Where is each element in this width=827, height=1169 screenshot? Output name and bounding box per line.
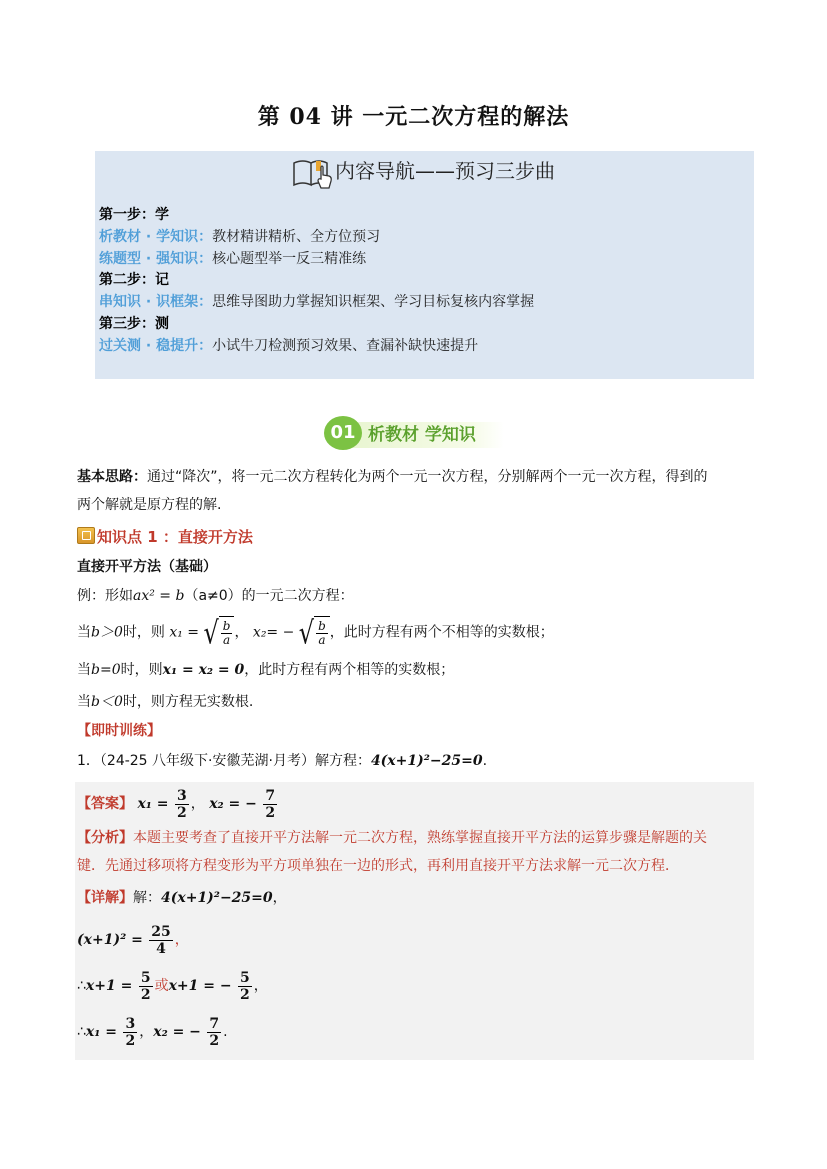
sqrt-b-over-a: √ $\frac{b}{a}$ [203, 616, 234, 649]
answer-frac-2-den: 2 [265, 804, 276, 821]
knowledge-point-heading [77, 524, 253, 551]
question-1-equation: 4(x+1)²−25=0 [370, 753, 483, 769]
nav-item-2-desc: 核心题型举一反三精准练 [212, 251, 367, 267]
nav-item-3 [99, 292, 534, 312]
detail-eq4b-num: 7 [209, 1015, 220, 1032]
analysis-text-1: 本题主要考查了直接开平方法解一元二次方程，熟练掌握直接开平方法的运算步骤是解题的关 [133, 830, 707, 846]
analysis-line-1 [77, 824, 707, 852]
case-b-negative [77, 689, 253, 715]
detail-eq1: 4(x+1)²−25=0 [161, 890, 273, 906]
detail-eq3a-den: 2 [140, 986, 151, 1003]
answer-frac-1-den: 2 [177, 804, 187, 821]
step-3: 第三步：测 [99, 316, 169, 332]
case3-pre: 当 [77, 694, 91, 710]
notebook-icon [77, 527, 95, 544]
answer-frac-1 [175, 788, 189, 821]
case1-condition: b＞0 [91, 624, 123, 641]
detail-eq3b-den: 2 [240, 986, 250, 1003]
detail-eq3b: x+1 = − [168, 978, 232, 994]
sub-heading: 直接开平方法（基础） [77, 559, 217, 575]
answer-line [77, 784, 279, 824]
detail-eq2: (x+1)² = [77, 932, 143, 948]
detail-line-2 [77, 920, 189, 960]
answer-comma: ， [190, 796, 205, 812]
case2-equation: x₁ = x₂ = 0 [162, 662, 245, 678]
nav-item-1-label: 析教材 · 学知识： [99, 229, 213, 245]
book-hand-icon [291, 157, 335, 189]
detail-line-1 [77, 884, 287, 912]
detail-eq3b-frac [238, 970, 252, 1003]
answer-label: 【答案】 [77, 796, 133, 812]
step-2: 第二步：记 [99, 272, 169, 288]
detail-eq4a-num: 3 [125, 1015, 136, 1032]
case1-pre: 当 [77, 624, 91, 641]
case2-suffix: ，此时方程有两个相等的实数根； [244, 662, 455, 678]
nav-item-4-desc: 小试牛刀检测预习效果、查漏补缺快速提升 [212, 338, 479, 354]
detail-line-4 [77, 1012, 228, 1052]
case2-condition: b=0 [91, 662, 121, 678]
detail-eq3a: x+1 = [85, 978, 133, 994]
detail-line-3 [77, 966, 268, 1006]
case1-suffix: ，此时方程有两个不相等的实数根； [329, 624, 554, 641]
question-1-end: . [482, 753, 488, 769]
answer-x2: x₂ = − [209, 796, 257, 812]
example-condition: （a≠0） [184, 588, 242, 604]
page-title: 第 04 讲 一元二次方程的解法 [257, 104, 570, 130]
detail-eq4b-frac [207, 1016, 221, 1049]
nav-item-2 [99, 249, 366, 269]
analysis-line-2: 键．先通过移项将方程变形为平方项单独在一边的形式，再利用直接开平方法求解一元二次方程． [77, 858, 679, 874]
nav-header [95, 151, 754, 191]
detail-eq4b: x₂ = − [153, 1024, 201, 1040]
content-navigation-box [95, 151, 754, 379]
detail-eq2-den: 4 [156, 940, 166, 957]
example-equation: ax² = b [133, 588, 185, 604]
frac-numerator: b [222, 618, 231, 633]
x2-label: x₂= − [252, 624, 295, 641]
case-b-positive: 当b＞0时，则 x₁ = √ $\frac{b}{a}$ ， x₂= − √ $\frac{b}{a}$ ，此时方程有两个不相等的实数根； [77, 614, 554, 651]
detail-eq2-end: ， [174, 932, 189, 948]
knowledge-point-label: 知识点 1 ：直接开方法 [97, 528, 253, 546]
answer-frac-2 [263, 788, 277, 821]
answer-x1: x₁ = [137, 796, 169, 812]
detail-or: 或 [154, 978, 169, 994]
detail-eq2-num: 25 [151, 923, 171, 940]
nav-item-3-label: 串知识 · 识框架： [99, 294, 213, 310]
case2-mid: 时，则 [120, 662, 163, 678]
case-b-zero [77, 657, 454, 683]
frac-numerator: b [318, 618, 326, 633]
detail-eq3-end: ， [253, 978, 268, 994]
detail-eq4-sep: ， [139, 1024, 154, 1040]
therefore-symbol-2: ∴ [77, 1024, 86, 1040]
answer-frac-1-num: 3 [177, 787, 187, 804]
question-1-text: 1．（24-25 八年级下·安徽芜湖·月考）解方程： [77, 753, 371, 769]
answer-frac-2-num: 7 [265, 787, 276, 804]
therefore-symbol: ∴ [77, 978, 86, 994]
nav-title: 内容导航——预习三步曲 [335, 159, 555, 183]
case3-condition: b＜0 [91, 694, 123, 710]
case1-mid: 时，则 [122, 624, 165, 641]
frac-denominator: a [318, 632, 326, 647]
practice-label: 【即时训练】 [77, 723, 161, 739]
basic-idea-line-2: 两个解就是原方程的解. [77, 497, 222, 513]
section-banner [320, 414, 506, 452]
detail-eq1-end: ， [272, 890, 287, 906]
analysis-label: 【分析】 [77, 830, 133, 846]
detail-eq4b-den: 2 [209, 1032, 220, 1049]
nav-item-3-desc: 思维导图助力掌握知识框架、学习目标复核内容掌握 [212, 294, 535, 310]
example-line [77, 583, 354, 609]
detail-pre: 解： [133, 890, 161, 906]
nav-item-2-label: 练题型 · 强知识： [99, 251, 213, 267]
basic-idea-label: 基本思路： [77, 469, 147, 485]
detail-eq3a-frac [139, 970, 153, 1003]
detail-label: 【详解】 [77, 890, 133, 906]
case3-mid: 时，则方程无实数根. [122, 694, 254, 710]
banner-text: 析教材 学知识 [368, 425, 476, 445]
basic-idea-text-1: 通过“降次”，将一元二次方程转化为两个一元一次方程，分别解两个一元一次方程，得到的 [147, 469, 708, 485]
detail-eq4a-den: 2 [125, 1032, 136, 1049]
detail-eq4a-frac [123, 1016, 137, 1049]
detail-eq4-end: . [223, 1024, 228, 1040]
nav-item-4-label: 过关测 · 稳提升： [99, 338, 213, 354]
nav-item-4 [99, 336, 478, 356]
case2-pre: 当 [77, 662, 91, 678]
example-prefix: 例：形如 [77, 588, 133, 604]
frac-denominator: a [223, 632, 231, 647]
detail-eq4a: x₁ = [85, 1024, 118, 1040]
sqrt-b-over-a-2: √ $\frac{b}{a}$ [299, 616, 330, 649]
example-suffix: 的一元二次方程： [241, 588, 354, 604]
nav-item-1 [99, 227, 380, 247]
banner-number: 01 [324, 416, 362, 450]
basic-idea-line-1 [77, 464, 708, 490]
detail-eq3b-num: 5 [240, 969, 250, 986]
question-1 [77, 748, 487, 774]
step-1: 第一步：学 [99, 207, 169, 223]
detail-eq2-frac [149, 924, 172, 957]
x1-label: x₁ = [169, 624, 200, 641]
detail-eq3a-num: 5 [140, 969, 151, 986]
nav-item-1-desc: 教材精讲精析、全方位预习 [212, 229, 381, 245]
